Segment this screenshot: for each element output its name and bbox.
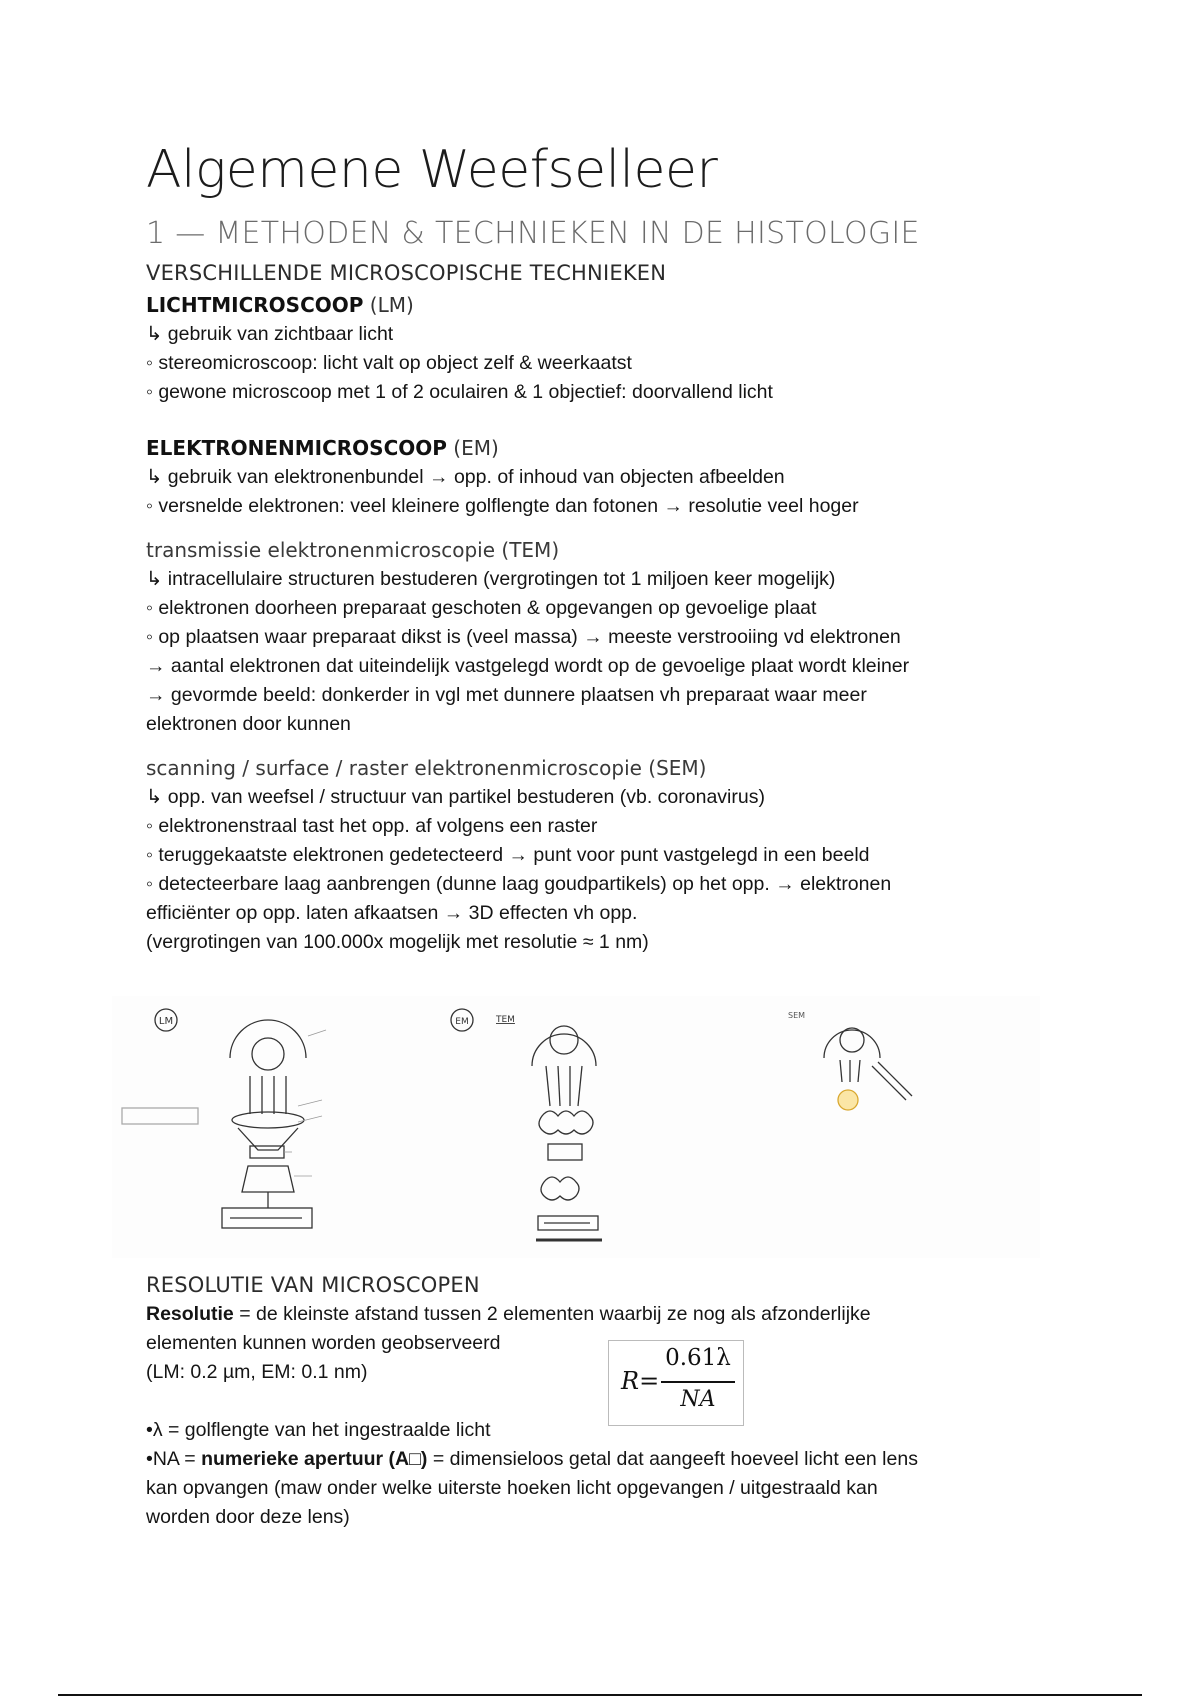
sem-line: ◦ detecteerbare laag aanbrengen (dunne laag goudpartikels) op het opp. → elektronen	[146, 873, 892, 895]
resolution-values: (LM: 0.2 µm, EM: 0.1 nm)	[146, 1361, 368, 1383]
lm-line: ◦ gewone microscoop met 1 of 2 oculairen & 1 objectief: doorvallend licht	[146, 381, 773, 403]
sem-line: ◦ teruggekaatste elektronen gedetecteerd → punt voor punt vastgelegd in een beeld	[146, 844, 870, 866]
em-heading-bold: ELEKTRONENMICROSCOOP	[146, 436, 447, 460]
sem-line: ◦ elektronenstraal tast het opp. af volgens een raster	[146, 815, 598, 837]
sem-line: efficiënter op opp. laten afkaatsen → 3D effecten vh opp.	[146, 902, 638, 924]
main-content	[146, 140, 1066, 957]
tem-line: → aantal elektronen dat uiteindelijk vastgelegd wordt op de gevoelige plaat wordt kleiner	[146, 655, 910, 677]
formula-lhs: R=	[621, 1367, 660, 1395]
tem-line: → gevormde beeld: donkerder in vgl met dunnere plaatsen vh preparaat waar meer	[146, 684, 867, 706]
formula-fraction-bar	[661, 1381, 735, 1383]
na-line2: kan opvangen (maw onder welke uiterste hoeken licht opgevangen / uitgestraald kan	[146, 1477, 878, 1499]
resolution-heading: RESOLUTIE VAN MICROSCOPEN	[146, 1273, 480, 1297]
tem-line: elektronen door kunnen	[146, 713, 351, 735]
page-title: Algemene Weefselleer	[146, 140, 718, 200]
lambda-line: •λ = golflengte van het ingestraalde licht	[146, 1419, 491, 1441]
resolution-section	[146, 1264, 1066, 1532]
formula-numerator: 0.61λ	[665, 1345, 731, 1371]
na-rest: = dimensieloos getal dat aangeeft hoeveel licht een lens	[427, 1448, 918, 1470]
resolution-term: Resolutie	[146, 1303, 234, 1325]
na-term: numerieke apertuur (A□)	[201, 1448, 428, 1470]
na-prefix: •NA =	[146, 1448, 202, 1470]
tem-label: TEM	[496, 1015, 515, 1025]
lm-line: ◦ stereomicroscoop: licht valt op object zelf & weerkaatst	[146, 352, 632, 374]
microscope-sketch-figure	[112, 996, 1040, 1258]
lm-line: ↳ gebruik van zichtbaar licht	[146, 323, 394, 345]
lm-abbr: (LM)	[363, 293, 414, 317]
tem-heading: transmissie elektronenmicroscopie (TEM)	[146, 538, 560, 562]
sem-gold-particle	[838, 1090, 858, 1110]
resolution-def-line2: elementen kunnen worden geobserveerd	[146, 1332, 501, 1354]
sem-label: SEM	[788, 1011, 806, 1020]
na-line3: worden door deze lens)	[146, 1506, 350, 1528]
sem-heading: scanning / surface / raster elektronenmicroscopie (SEM)	[146, 756, 707, 780]
chapter-heading: 1 — METHODEN & TECHNIEKEN IN DE HISTOLOGIE	[146, 216, 920, 251]
tem-line: ◦ op plaatsen waar preparaat dikst is (veel massa) → meeste verstrooiing vd elektronen	[146, 626, 901, 648]
tem-line: ↳ intracellulaire structuren bestuderen (vergrotingen tot 1 miljoen keer mogelijk)	[146, 568, 836, 590]
lm-label: LM	[158, 1016, 174, 1027]
lm-heading	[146, 290, 1066, 320]
em-label: EM	[455, 1017, 469, 1027]
em-line: ↳ gebruik van elektronenbundel → opp. of inhoud van objecten afbeelden	[146, 466, 785, 488]
em-abbr: (EM)	[446, 436, 499, 460]
tem-line: ◦ elektronen doorheen preparaat geschoten & opgevangen op gevoelige plaat	[146, 597, 817, 619]
formula-denominator: NA	[680, 1387, 716, 1412]
resolution-formula	[608, 1340, 744, 1426]
lm-heading-bold: LICHTMICROSCOOP	[146, 293, 364, 317]
resolution-definition	[146, 1300, 1066, 1329]
em-line: ◦ versnelde elektronen: veel kleinere golflengte dan fotonen → resolutie veel hoger	[146, 495, 859, 517]
footer-rule	[58, 1694, 1142, 1696]
resolution-def-rest: = de kleinste afstand tussen 2 elementen waarbij ze nog als afzonderlijke	[233, 1303, 871, 1325]
na-line	[146, 1445, 1066, 1474]
em-heading	[146, 433, 1066, 463]
sem-line: ↳ opp. van weefsel / structuur van partikel bestuderen (vb. coronavirus)	[146, 786, 765, 808]
sem-line: (vergrotingen van 100.000x mogelijk met resolutie ≈ 1 nm)	[146, 931, 649, 953]
section-heading: VERSCHILLENDE MICROSCOPISCHE TECHNIEKEN	[146, 261, 667, 285]
